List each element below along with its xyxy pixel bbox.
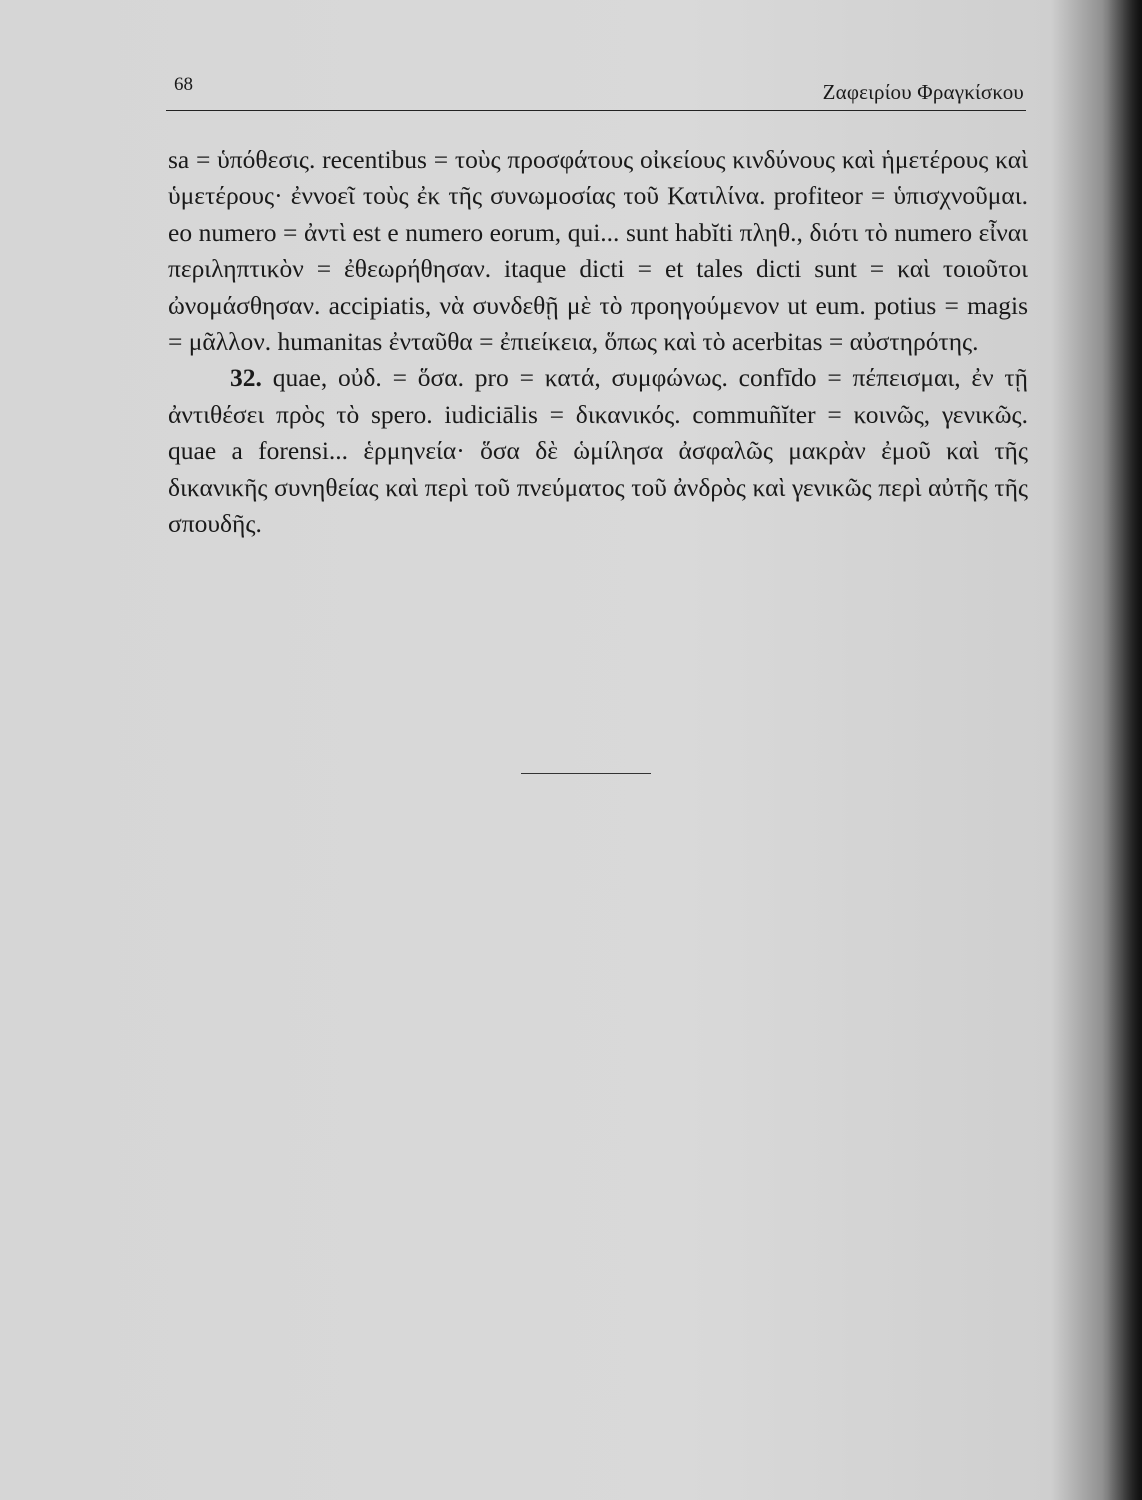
page-number: 68: [174, 74, 193, 95]
end-of-section-rule: [521, 773, 651, 774]
page-header: [166, 70, 1026, 106]
commentary-paragraph-1: sa = ὑπόθεσις. recentibus = τοὺς προσφάτους οἰκείους κινδύνους καὶ ἡμετέρους καὶ ὑμετέρους· ἐννοεῖ τοὺς ἐκ τῆς συνωμοσίας τοῦ Κατιλίνα. profiteor = ὑπισχνοῦμαι. eo numero = ἀντὶ est e numero eorum, qui... sunt habĭti πληθ., διότι τὸ numero εἶναι περιληπτικὸν = ἐθεωρήθησαν. itaque dicti = et tales dicti sunt = καὶ τοιοῦτοι ὠνομάσθησαν. accipiatis, νὰ συνδεθῇ μὲ τὸ προηγούμενον ut eum. potius = magis = μᾶλλον. humanitas ἐνταῦθα = ἐπιείκεια, ὅπως καὶ τὸ acerbitas = αὐστηρότης.: [168, 145, 1028, 357]
running-title: Ζαφειρίου Φραγκίσκου: [822, 80, 1024, 104]
commentary-body: [168, 142, 1028, 542]
section-number: 32.: [230, 363, 262, 393]
header-rule: [166, 110, 1026, 111]
commentary-paragraph-2-text: quae, οὐδ. = ὅσα. pro = κατά, συμφώνως. confīdo = πέπεισμαι, ἐν τῇ ἀντιθέσει πρὸς τὸ spero. iudiciālis = δικανικός. commuñĭter = κοινῶς, γενικῶς. quae a forensi... ἑρμηνεία· ὅσα δὲ ὡμίλησα ἀσφαλῶς μακρὰν ἐμοῦ καὶ τῆς δικανικῆς συνηθείας καὶ περὶ τοῦ πνεύματος τοῦ ἀνδρὸς καὶ γενικῶς περὶ αὐτῆς τῆς σπουδῆς.: [168, 363, 1029, 539]
commentary-paragraph-2: [168, 360, 1028, 542]
book-spine-shadow: [1102, 0, 1142, 1500]
